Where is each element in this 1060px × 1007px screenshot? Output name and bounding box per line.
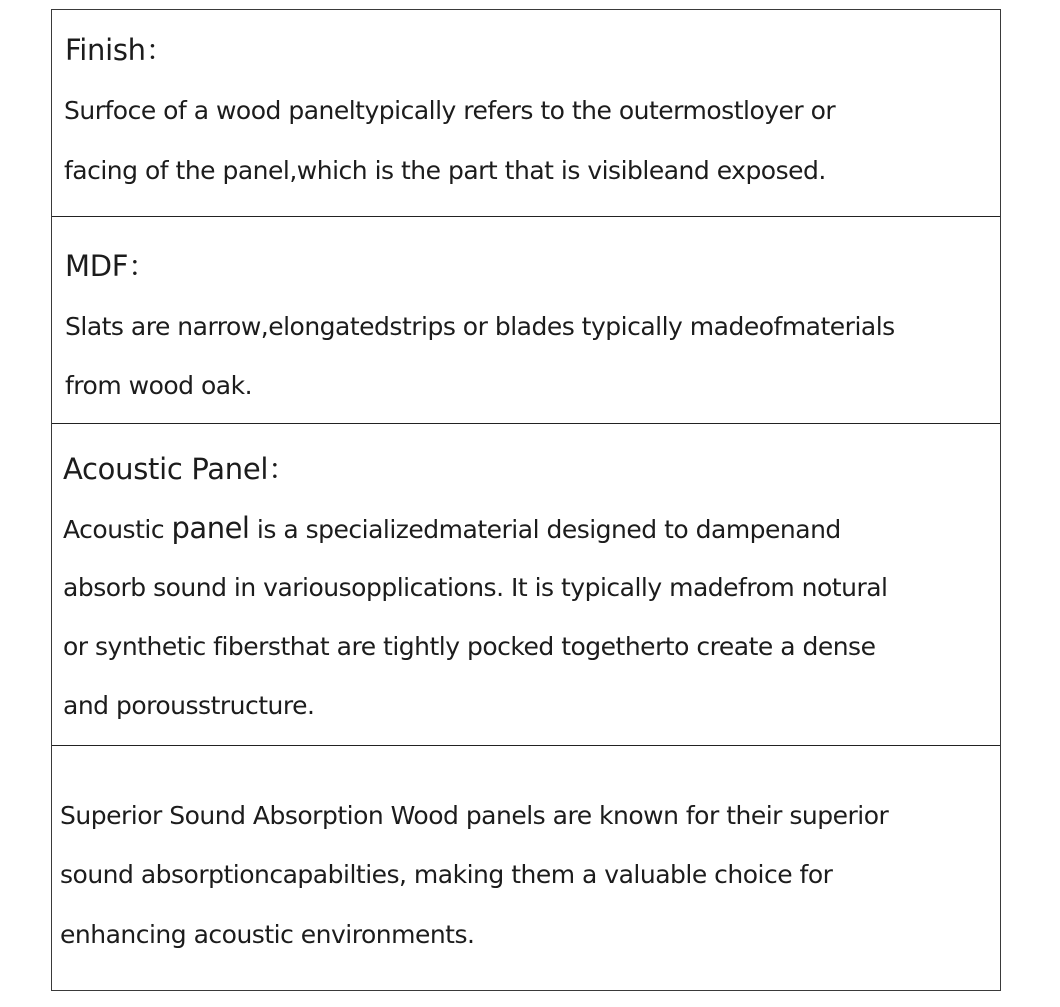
section-heading-finish: Finish：	[65, 33, 175, 67]
section-heading-mdf: MDF：	[65, 249, 157, 283]
section-text-line: from wood oak.	[65, 371, 253, 400]
section-text-line: or synthetic fibersthat are tightly pocked togetherto create a dense	[63, 632, 876, 661]
section-text-line: Superior Sound Absorption Wood panels are known for their superior	[60, 801, 889, 830]
section-text-line: enhancing acoustic environments.	[60, 920, 475, 949]
text-fragment: Acoustic	[63, 515, 172, 544]
section-divider	[52, 216, 1000, 217]
emphasized-word: panel	[171, 511, 250, 545]
section-text-line: Surfoce of a wood paneltypically refers to the outermostloyer or	[64, 96, 836, 125]
section-text-line: Slats are narrow,elongatedstrips or blades typically madeofmaterials	[65, 312, 895, 341]
section-text-line: facing of the panel,which is the part that is visibleand exposed.	[64, 156, 826, 185]
content-box	[51, 9, 1001, 991]
section-text-line: and porousstructure.	[63, 691, 315, 720]
section-heading-acoustic-panel: Acoustic Panel：	[63, 452, 297, 486]
text-fragment: is a specializedmaterial designed to dampenand	[249, 515, 841, 544]
section-text-line: absorb sound in variousopplications. It is typically madefrom notural	[63, 573, 888, 602]
section-text-line: sound absorptioncapabilties, making them a valuable choice for	[60, 860, 833, 889]
section-text-line	[63, 512, 841, 546]
section-divider	[52, 745, 1000, 746]
section-divider	[52, 423, 1000, 424]
